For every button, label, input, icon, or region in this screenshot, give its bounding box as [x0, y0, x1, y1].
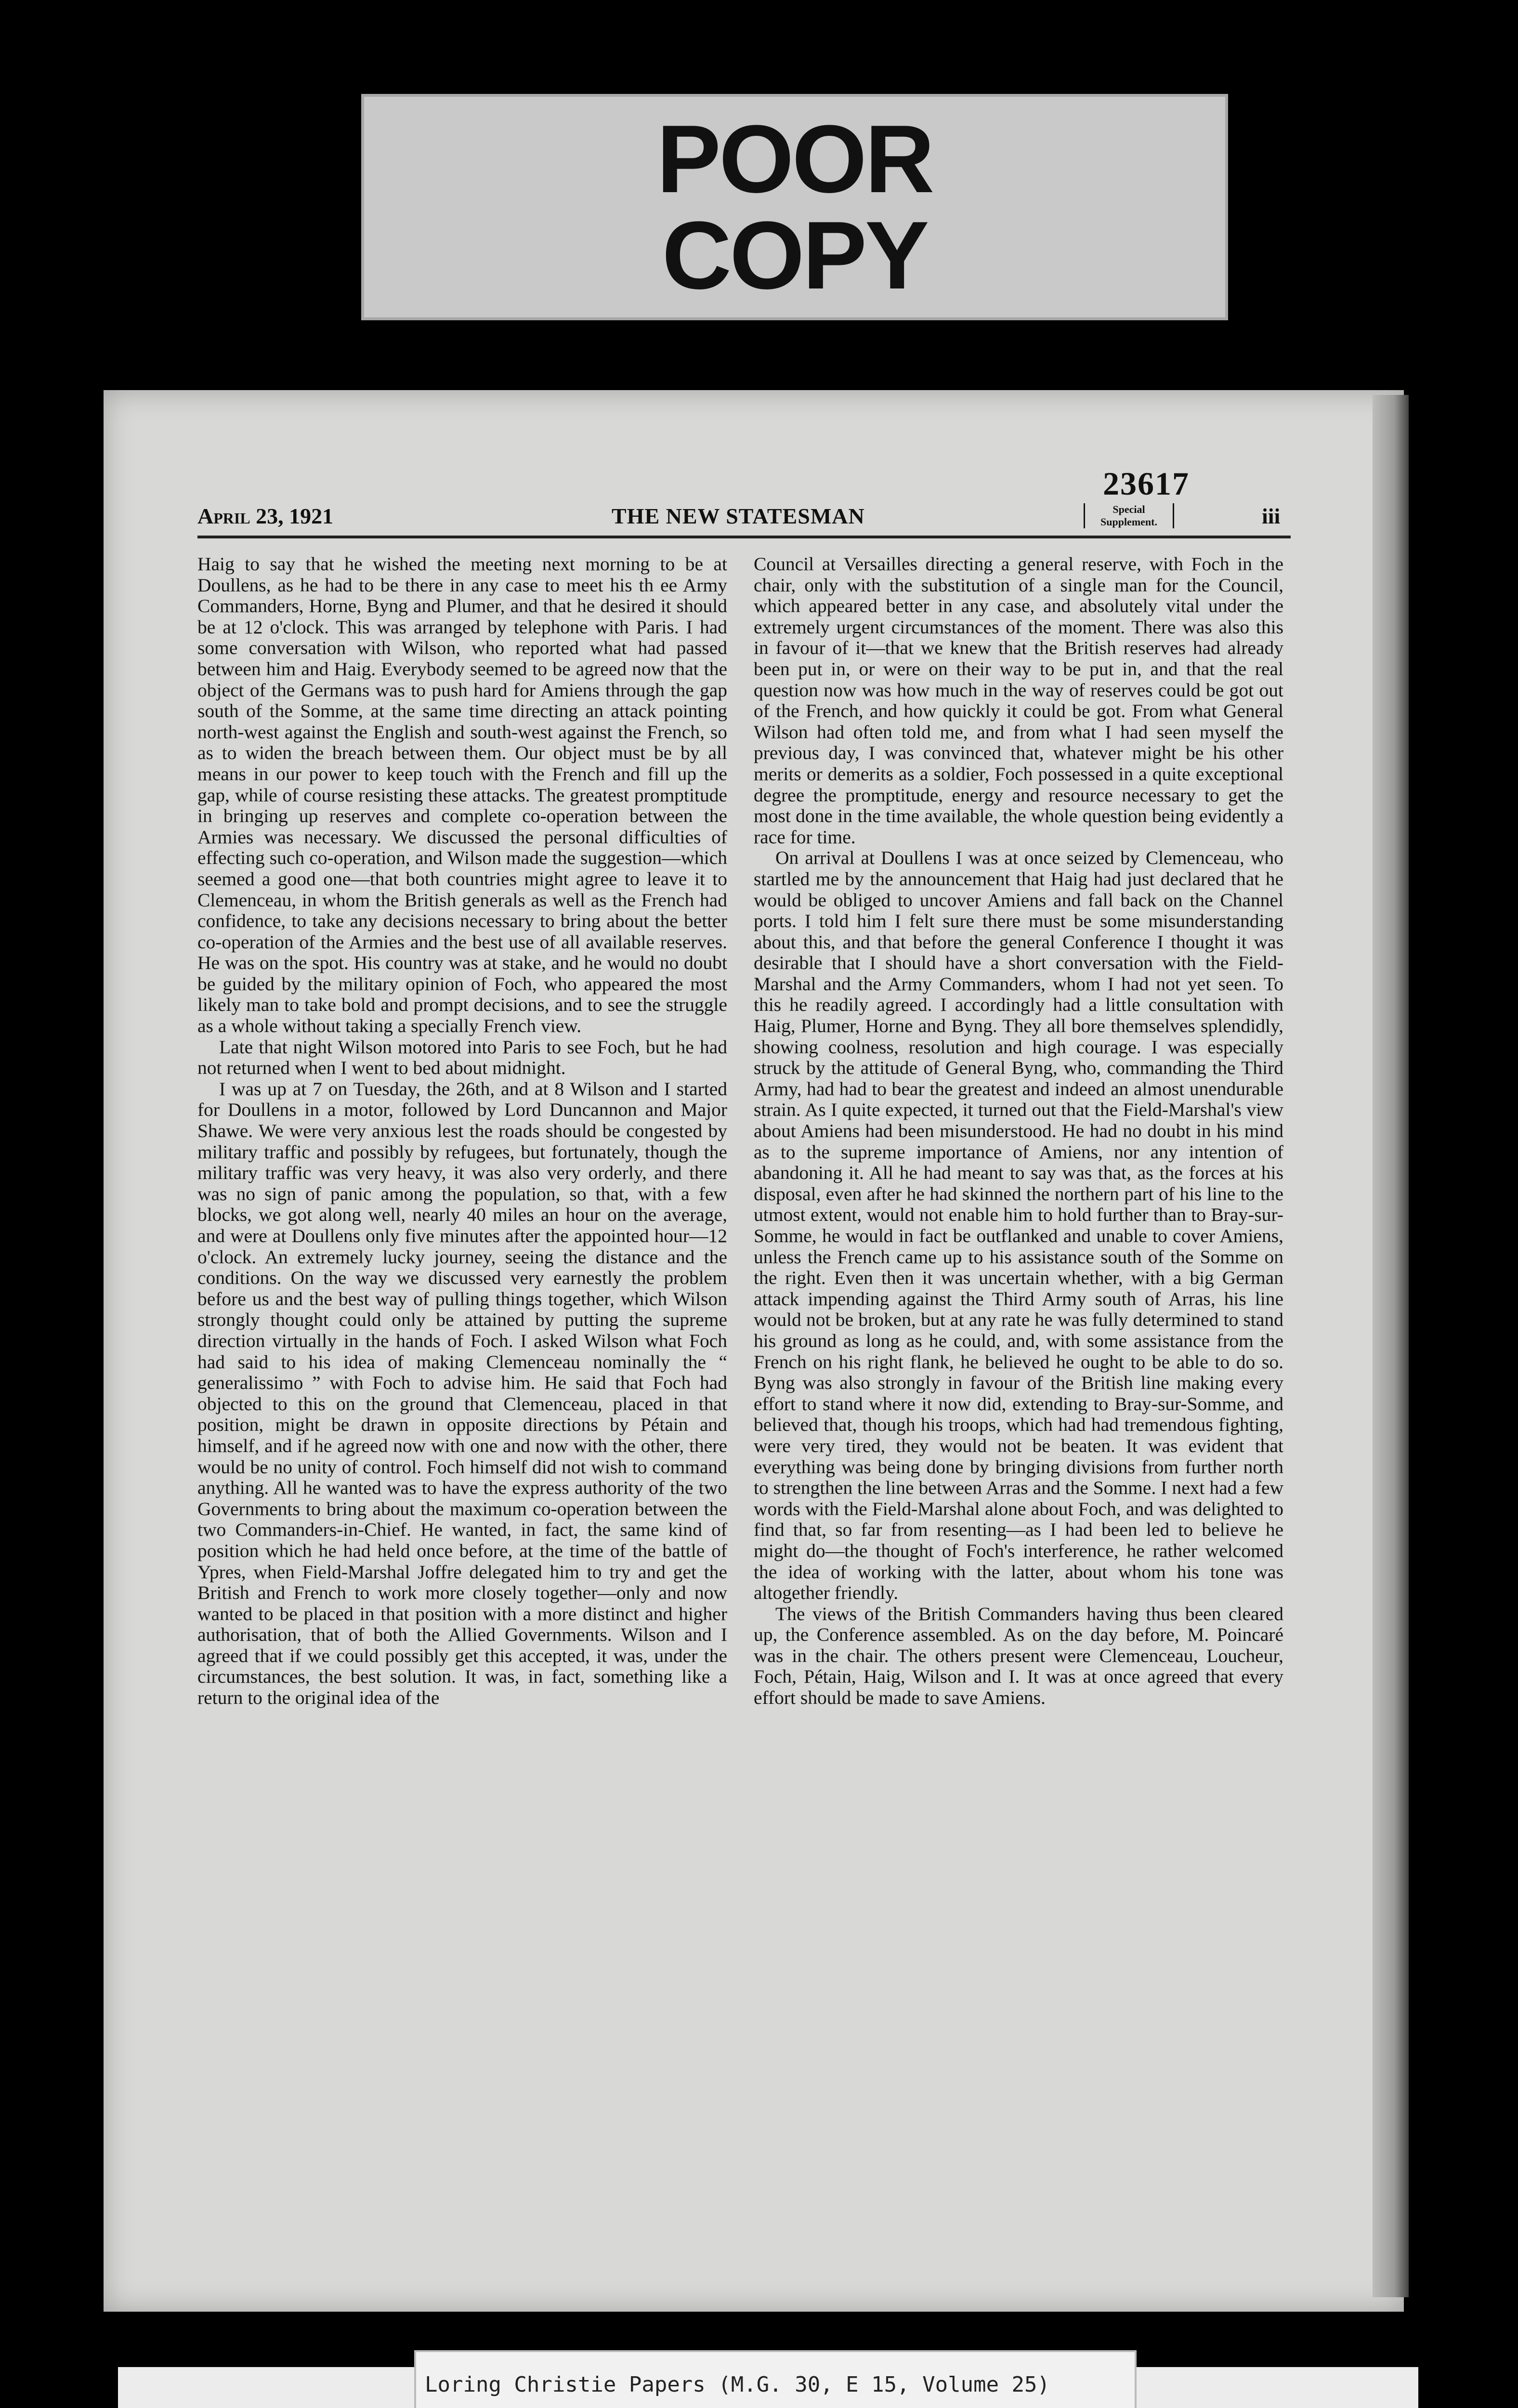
right-paragraph-1: Council at Versailles directing a general reserve, with Foch in the chair, only with the substitution of a single man for the Council, which appeared better in any case, and absolutely vital under the extremely urgent circumstances of the moment. There was also this in favour of it—that we knew that the British reserves had already been put in, or were on their way to be put in, and that the real question now was how much in the way of reserves could be got out of the French, and how quickly it could be got. From what General Wilson had often told me, and from what I had seen myself the previous day, I was convinced that, whatever might be his other merits or demerits as a soldier, Foch possessed in a quite exceptional degree the promptitude, energy and resource necessary to get the most done in the time available, the whole question being evidently a race for time.	[754, 553, 1283, 848]
document-number: 23617	[1103, 465, 1190, 502]
left-column	[197, 554, 727, 1709]
stamp-line-2: COPY	[662, 202, 928, 309]
header-supplement	[1084, 503, 1174, 528]
page-torn-edge	[1373, 395, 1409, 2297]
right-paragraph-3: The views of the British Commanders having thus been cleared up, the Conference assembled. As on the day before, M. Poincaré was in the chair. The others present were Clemenceau, Loucheur, Foch, Pétain, Haig, Wilson and I. It was at once agreed that every effort should be made to save Amiens.	[754, 1603, 1283, 1709]
supplement-line-1: Special	[1112, 503, 1145, 515]
stamp-line-1: POOR	[656, 105, 933, 213]
header-date: April 23, 1921	[197, 504, 334, 528]
header-rule	[197, 536, 1291, 538]
header-page-number: iii	[1262, 504, 1281, 528]
left-paragraph-1: Haig to say that he wished the meeting next morning to be at Doullens, as he had to be there in any case to meet his th ee Army Commanders, Horne, Byng and Plumer, and that he desired it should be at 12 o'clock. This was arranged by telephone with Paris. I had some conversation with Wilson, who reported what had passed between him and Haig. Everybody seemed to be agreed now that the object of the Germans was to push hard for Amiens through the gap south of the Somme, at the same time directing an attack pointing north-west against the English and south-west against the French, so as to widen the breach between them. Our object must be by all means in our power to keep touch with the French and fill up the gap, while of course resisting these attacks. The greatest promptitude in bringing up reserves and complete co-operation between the Armies was necessary. We discussed the personal difficulties of effecting such co-operation, and Wilson made the suggestion—which seemed a good one—that both countries might agree to leave it to Clemenceau, in whom the British generals as well as the French had confidence, to take any decisions necessary to bring about the better co-operation of the Armies and the best use of all available reserves. He was on the spot. His country was at stake, and he would no doubt be guided by the military opinion of Foch, who appeared the most likely man to take bold and prompt decisions, and to see the struggle as a whole without taking a specially French view.	[197, 553, 727, 1037]
supplement-line-2: Supplement.	[1100, 516, 1157, 528]
archive-reference-tag: Loring Christie Papers (M.G. 30, E 15, Volume 25)	[414, 2350, 1137, 2408]
poor-copy-stamp	[361, 94, 1228, 320]
left-paragraph-3: I was up at 7 on Tuesday, the 26th, and at 8 Wilson and I started for Doullens in a motor, followed by Lord Duncannon and Major Shawe. We were very anxious lest the roads should be congested by military traffic and possibly by refugees, but fortunately, though the military traffic was very heavy, it was also very orderly, and there was no sign of panic among the population, so that, with a few blocks, we got along well, nearly 40 miles an hour on the average, and were at Doullens only five minutes after the appointed hour—12 o'clock. An extremely lucky journey, seeing the distance and the conditions. On the way we discussed very earnestly the problem before us and the best way of pulling things together, which Wilson strongly thought could only be attained by putting the supreme direction virtually in the hands of Foch. I asked Wilson what Foch had said to his idea of making Clemenceau nominally the “ generalissimo ” with Foch to advise him. He said that Foch had objected to this on the ground that Clemenceau, placed in that position, might be drawn in opposite directions by Pétain and himself, and if he agreed now with one and now with the other, there would be no unity of control. Foch himself did not wish to command anything. All he wanted was to have the express authority of the two Governments to bring about the maximum co-operation between the two Commanders-in-Chief. He wanted, in fact, the same kind of position which he had held once before, at the time of the battle of Ypres, when Field-Marshal Joffre delegated him to try and get the British and French to work more closely together—only and now wanted to be placed in that position with a more distinct and higher authorisation, that of both the Allied Governments. Wilson and I agreed that if we could possibly get this accepted, it was, under the circumstances, the best solution. It was, in fact, something like a return to the original idea of the	[197, 1078, 727, 1709]
right-paragraph-2: On arrival at Doullens I was at once seized by Clemenceau, who startled me by the announcement that Haig had just declared that he would be obliged to uncover Amiens and fall back on the Channel ports. I told him I felt sure there must be some misunderstanding about this, and that before the general Conference I thought it was desirable that I should have a short conversation with the Field-Marshal and the Army Commanders, whom I had not yet seen. To this he readily agreed. I accordingly had a little consultation with Haig, Plumer, Horne and Byng. They all bore themselves splendidly, showing coolness, resolution and high courage. I was especially struck by the attitude of General Byng, who, commanding the Third Army, had had to bear the greatest and indeed an almost unendurable strain. As I quite expected, it turned out that the Field-Marshal's view about Amiens had been misunderstood. He had no doubt in his mind as to the supreme importance of Amiens, nor any intention of abandoning it. All he had meant to say was that, as the forces at his disposal, even after he had skinned the northern part of his line to the utmost extent, would not enable him to hold further than to Bray-sur-Somme, he would in fact be outflanked and unable to cover Amiens, unless the French came up to his assistance south of the Somme on the right. Even then it was uncertain whether, with a big German attack impending against the Third Army south of Arras, his line would not be broken, but at any rate he was fully determined to stand his ground as long as he could, and, with some assistance from the French on his right flank, he believed he ought to be able to do so. Byng was also strongly in favour of the British line making every effort to stand where it now did, extending to Bray-sur-Somme, and believed that, though his troops, which had had tremendous fighting, were very tired, they would not be beaten. It was evident that everything was being done by bringing divisions from further north to strengthen the line between Arras and the Somme. I next had a few words with the Field-Marshal alone about Foch, and was delighted to find that, so far from resenting—as I had been led to believe he might do—the thought of Foch's interference, he rather welcomed the idea of working with the latter, about whom his tone was altogether friendly.	[754, 847, 1283, 1604]
left-paragraph-2: Late that night Wilson motored into Paris to see Foch, but he had not returned when I went to bed about midnight.	[197, 1036, 727, 1079]
right-column	[754, 554, 1283, 1709]
header-paper-title: THE NEW STATESMAN	[612, 504, 865, 528]
